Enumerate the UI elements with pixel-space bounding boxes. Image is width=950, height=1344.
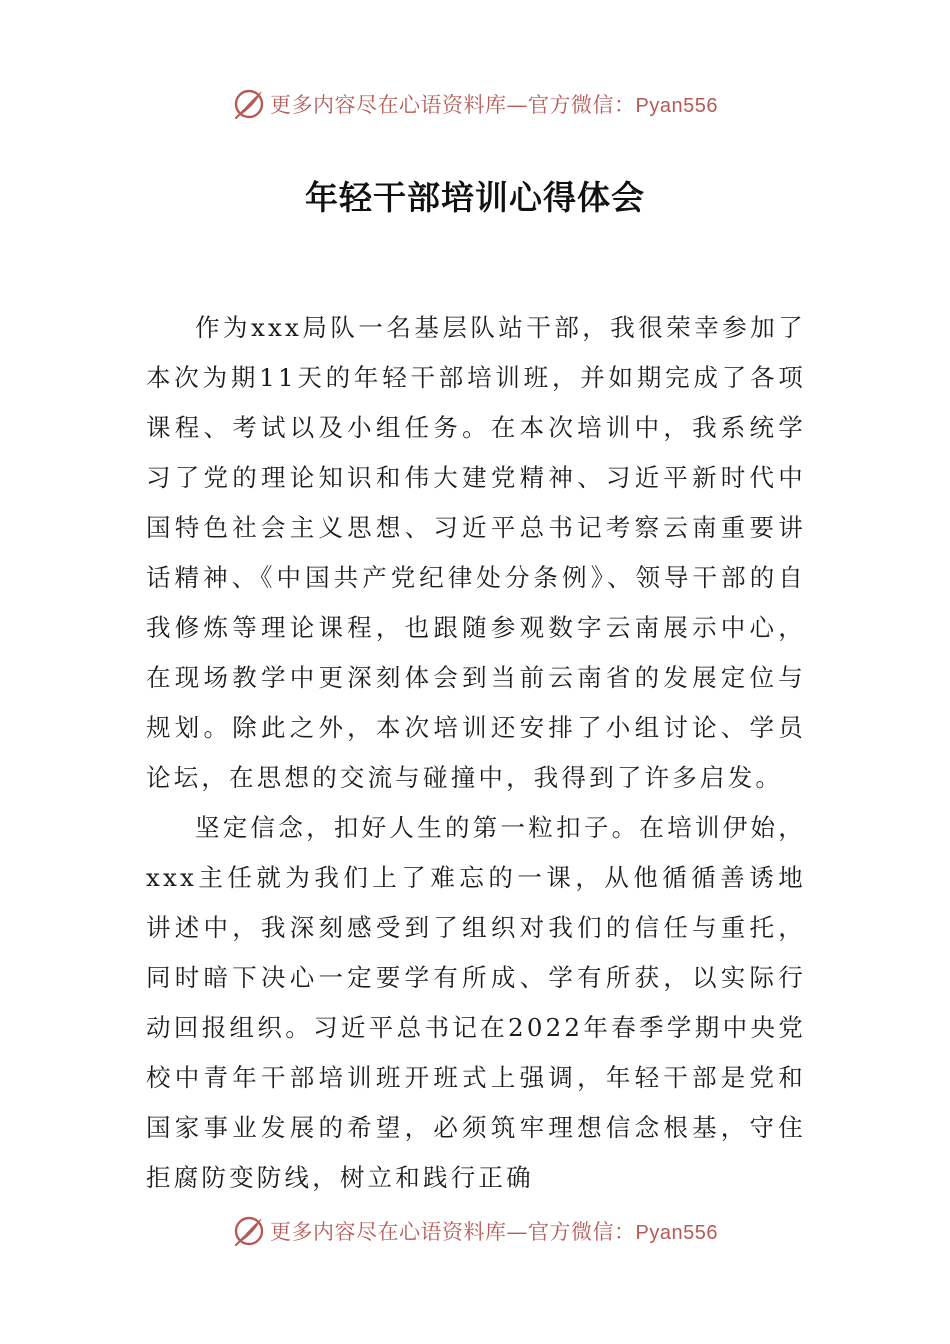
- quill-pen-logo-icon: [232, 87, 266, 121]
- footer-watermark: [0, 1211, 950, 1251]
- paragraph-intro: 作为xxx局队一名基层队站干部，我很荣幸参加了本次为期11天的年轻干部培训班，并如期完成了各项课程、考试以及小组任务。在本次培训中，我系统学习了党的理论知识和伟大建党精神、习近平新时代中国特色社会主义思想、习近平总书记考察云南重要讲话精神、《中国共产党纪律处分条例》、领导干部的自我修炼等理论课程，也跟随参观数字云南展示中心，在现场教学中更深刻体会到当前云南省的发展定位与规划。除此之外，本次培训还安排了小组讨论、学员论坛，在思想的交流与碰撞中，我得到了许多启发。: [146, 313, 806, 792]
- quill-pen-logo-icon: [232, 1214, 266, 1248]
- watermark-text: [270, 1216, 718, 1246]
- watermark-label: 更多内容尽在心语资料库—官方微信：: [270, 93, 636, 117]
- watermark-wechat-id: Pyan556: [635, 95, 718, 117]
- document-title: 年轻干部培训心得体会: [305, 178, 645, 217]
- watermark-label: 更多内容尽在心语资料库—官方微信：: [270, 1220, 636, 1244]
- watermark-text: [270, 89, 718, 119]
- paragraph-firm-belief: 坚定信念，扣好人生的第一粒扣子。在培训伊始，xxx主任就为我们上了难忘的一课，从他循循善诱地讲述中，我深刻感受到了组织对我们的信任与重托，同时暗下决心一定要学有所成、学有所获，以实际行动回报组织。习近平总书记在2022年春季学期中央党校中青年干部培训班开班式上强调，年轻干部是党和国家事业发展的希望，必须筑牢理想信念根基，守住拒腐防变防线，树立和践行正确: [146, 813, 806, 1192]
- watermark-wechat-id: Pyan556: [635, 1222, 718, 1244]
- document-body: [146, 303, 806, 1203]
- header-watermark: [0, 84, 950, 124]
